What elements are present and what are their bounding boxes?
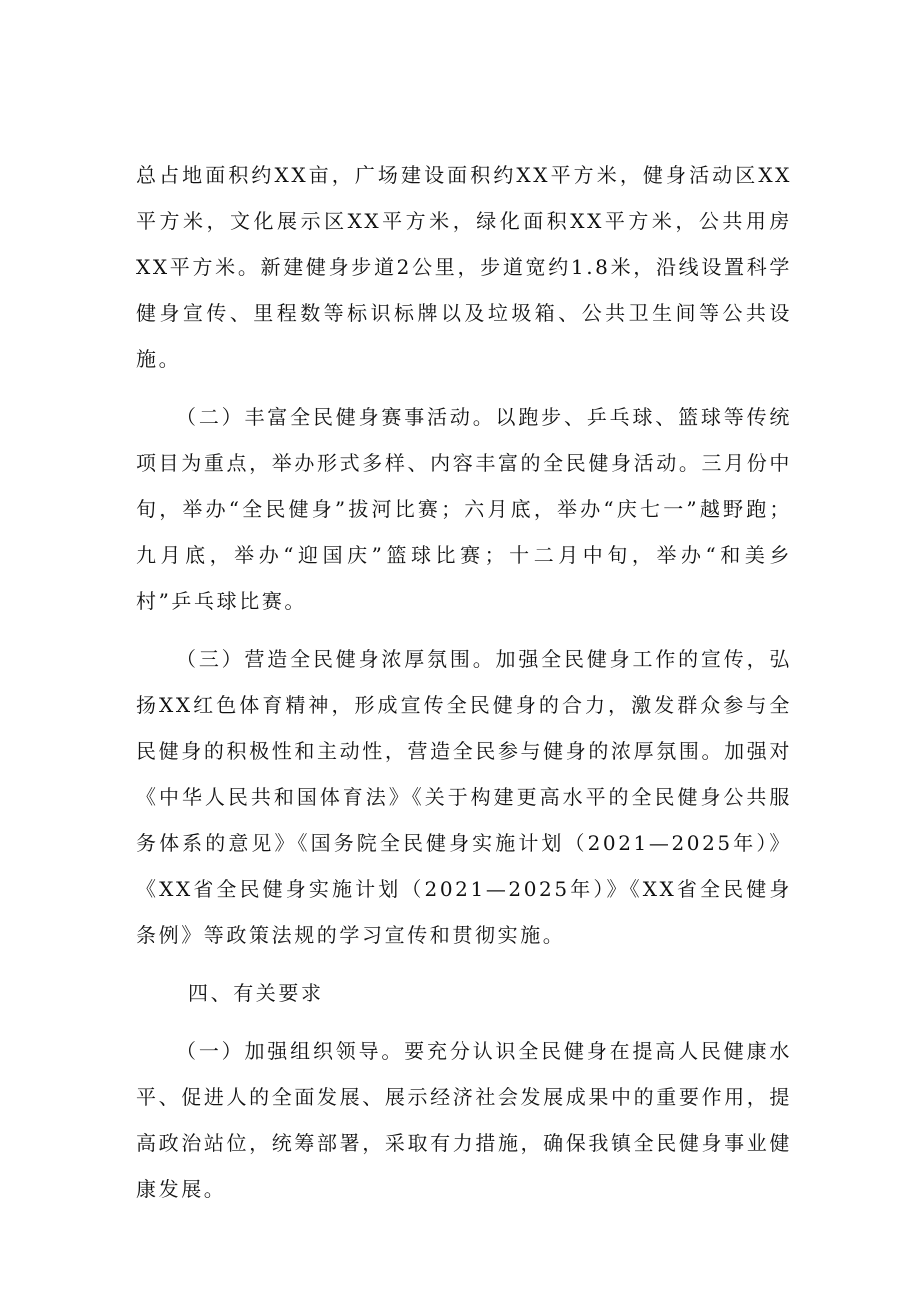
paragraph-leadership: （一）加强组织领导。要充分认识全民健身在提高人民健康水平、促进人的全面发展、展示经济社会发展成果中的重要作用，提高政治站位，统筹部署，采取有力措施，确保我镇全民健身事业健康发展。 (136, 1039, 792, 1201)
paragraph-atmosphere: （三）营造全民健身浓厚氛围。加强全民健身工作的宣传，弘扬XX红色体育精神，形成宣传全民健身的合力，激发群众参与全民健身的积极性和主动性，营造全民参与健身的浓厚氛围。加强对《中华人民共和国体育法》《关于构建更高水平的全民健身公共服务体系的意见》《国务院全民健身实施计划（2021—2025年）》《XX省全民健身实施计划（2021—2025年）》《XX省全民健身条例》等政策法规的学习宣传和贯彻实施。 (136, 647, 792, 947)
document-body (136, 152, 792, 1224)
paragraph-continued: 总占地面积约XX亩，广场建设面积约XX平方米，健身活动区XX平方米，文化展示区XX平方米，绿化面积XX平方米，公共用房XX平方米。新建健身步道2公里，步道宽约1.8米，沿线设置科学健身宣传、里程数等标识标牌以及垃圾箱、公共卫生间等公共设施。 (136, 163, 792, 371)
section-heading: 四、有关要求 (188, 981, 324, 1005)
paragraph-events: （二）丰富全民健身赛事活动。以跑步、乒乓球、篮球等传统项目为重点，举办形式多样、内容丰富的全民健身活动。三月份中旬，举办“全民健身”拔河比赛；六月底，举办“庆七一”越野跑；九月底，举办“迎国庆”篮球比赛；十二月中旬，举办“和美乡村”乒乓球比赛。 (136, 405, 792, 613)
